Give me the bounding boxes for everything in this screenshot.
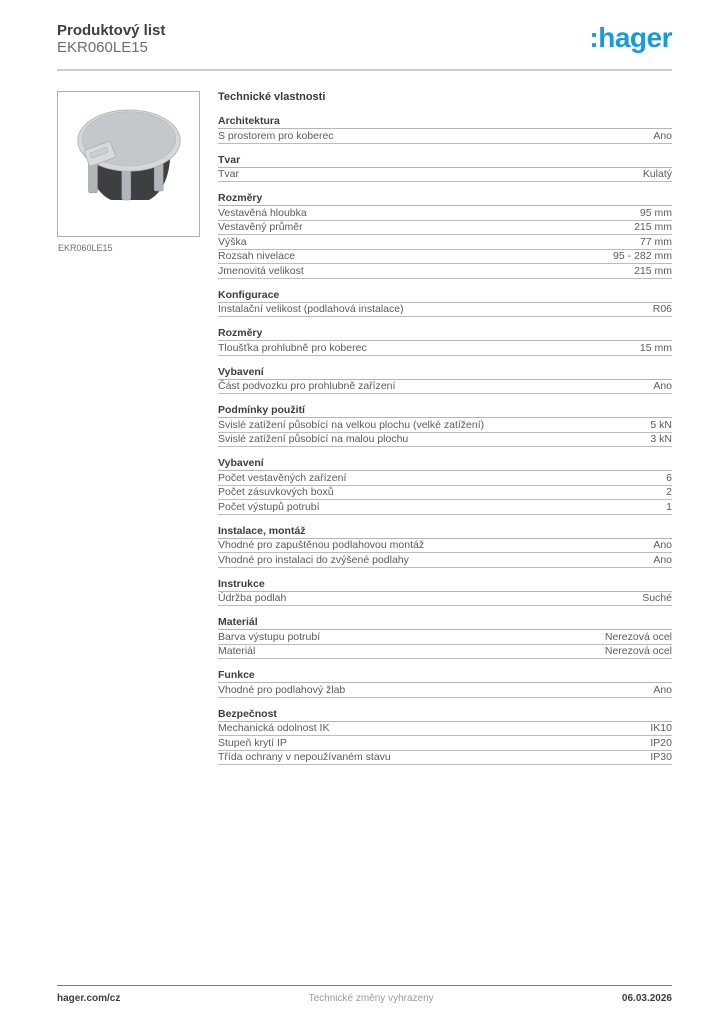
spec-row <box>218 630 672 645</box>
spec-row <box>218 486 672 501</box>
spec-label: Instalační velikost (podlahová instalace) <box>218 303 404 315</box>
section-rows <box>218 129 672 144</box>
footer <box>57 985 672 1004</box>
spec-label: Svislé zatížení působící na velkou plochu (velké zatížení) <box>218 418 485 431</box>
spec-label: Materiál <box>218 645 256 657</box>
section-rows <box>218 471 672 515</box>
spec-row <box>218 168 672 183</box>
spec-row <box>218 539 672 554</box>
section-title: Podmínky použití <box>218 404 672 418</box>
section-title: Architektura <box>218 115 672 129</box>
spec-row <box>218 683 672 698</box>
spec-value: Ano <box>653 380 672 392</box>
spec-value: IP30 <box>650 751 672 763</box>
section-title: Vybavení <box>218 457 672 471</box>
spec-label: Třída ochrany v nepoužívaném stavu <box>218 751 391 763</box>
spec-label: Svislé zatížení působící na malou plochu <box>218 433 409 445</box>
spec-value: 215 mm <box>634 221 672 233</box>
product-code: EKR060LE15 <box>57 39 148 56</box>
spec-value: IK10 <box>650 722 672 734</box>
section-rows <box>218 380 672 395</box>
spec-section <box>218 192 672 279</box>
spec-label: Údržba podlah <box>218 592 287 604</box>
footer-website-link[interactable]: hager.com/cz <box>57 993 121 1004</box>
spec-value: 77 mm <box>639 235 672 248</box>
spec-section <box>218 708 672 766</box>
spec-row <box>218 645 672 660</box>
spec-row <box>218 418 672 433</box>
section-rows <box>218 303 672 318</box>
product-image <box>66 101 192 227</box>
spec-label: Počet vestavěných zařízení <box>218 471 347 484</box>
spec-value: Suché <box>642 592 672 604</box>
spec-label: Tloušťka prohlubně pro koberec <box>218 341 367 354</box>
section-title: Instrukce <box>218 578 672 592</box>
spec-value: Ano <box>653 553 672 566</box>
hager-logo: :hager <box>589 22 672 53</box>
spec-row <box>218 500 672 515</box>
spec-value: 3 kN <box>650 433 672 445</box>
spec-label: Barva výstupu potrubí <box>218 630 321 643</box>
spec-label: Tvar <box>218 168 239 180</box>
spec-section <box>218 616 672 659</box>
spec-label: Počet zásuvkových boxů <box>218 486 334 498</box>
spec-value: Kulatý <box>642 168 672 180</box>
spec-heading: Technické vlastnosti <box>218 91 326 103</box>
spec-label: Vhodné pro podlahový žlab <box>218 683 346 696</box>
spec-row <box>218 264 672 279</box>
footer-date: 06.03.2026 <box>621 993 672 1004</box>
section-rows <box>218 206 672 279</box>
section-title: Funkce <box>218 669 672 683</box>
footer-notice: Technické změny vyhrazeny <box>308 993 434 1004</box>
spec-label: Rozsah nivelace <box>218 250 296 262</box>
spec-label: Mechanická odolnost IK <box>218 722 330 734</box>
product-image-caption: EKR060LE15 <box>58 243 113 253</box>
spec-value: R06 <box>652 303 672 315</box>
spec-label: Počet výstupů potrubí <box>218 500 320 513</box>
section-title: Rozměry <box>218 192 672 206</box>
spec-row <box>218 341 672 356</box>
section-rows <box>218 592 672 607</box>
spec-section <box>218 289 672 318</box>
spec-label: S prostorem pro koberec <box>218 129 334 142</box>
section-title: Instalace, montáž <box>218 525 672 539</box>
spec-section <box>218 404 672 447</box>
spec-section <box>218 366 672 395</box>
section-rows <box>218 341 672 356</box>
spec-label: Část podvozku pro prohlubně zařízení <box>218 380 396 392</box>
spec-row <box>218 471 672 486</box>
spec-value: Nerezová ocel <box>604 630 672 643</box>
spec-row <box>218 129 672 144</box>
spec-row <box>218 722 672 737</box>
page-title: Produktový list <box>57 22 166 39</box>
spec-label: Výška <box>218 235 247 248</box>
spec-row <box>218 592 672 607</box>
spec-section <box>218 525 672 568</box>
spec-row <box>218 206 672 221</box>
spec-section <box>218 669 672 698</box>
spec-value: 6 <box>666 471 672 484</box>
spec-column <box>218 91 672 765</box>
spec-value: 95 - 282 mm <box>613 250 672 262</box>
spec-row <box>218 235 672 250</box>
spec-row <box>218 751 672 766</box>
spec-label: Jmenovitá velikost <box>218 264 304 277</box>
spec-value: 1 <box>666 500 672 513</box>
spec-row <box>218 380 672 395</box>
spec-label: Vestavěný průměr <box>218 221 303 233</box>
section-rows <box>218 539 672 568</box>
spec-label: Vhodné pro instalaci do zvýšené podlahy <box>218 553 409 566</box>
spec-section <box>218 154 672 183</box>
spec-row <box>218 250 672 265</box>
spec-value: Nerezová ocel <box>604 645 672 657</box>
spec-section <box>218 327 672 356</box>
spec-row <box>218 221 672 236</box>
spec-label: Vestavěná hloubka <box>218 206 307 219</box>
spec-value: Ano <box>653 683 672 696</box>
spec-row <box>218 433 672 448</box>
spec-section <box>218 578 672 607</box>
header <box>57 22 672 71</box>
product-image-frame <box>57 91 200 237</box>
header-titles <box>57 22 165 56</box>
section-rows <box>218 722 672 766</box>
spec-label: Stupeň krytí IP <box>218 736 287 749</box>
section-title: Konfigurace <box>218 289 672 303</box>
spec-value: 5 kN <box>650 418 672 431</box>
spec-value: 95 mm <box>639 206 672 219</box>
section-rows <box>218 683 672 698</box>
section-title: Rozměry <box>218 327 672 341</box>
spec-value: Ano <box>653 129 672 142</box>
section-rows <box>218 168 672 183</box>
spec-value: IP20 <box>650 736 672 749</box>
section-rows <box>218 630 672 659</box>
spec-value: Ano <box>653 539 672 551</box>
spec-row <box>218 736 672 751</box>
spec-section <box>218 457 672 515</box>
section-title: Bezpečnost <box>218 708 672 722</box>
spec-table <box>218 115 672 765</box>
spec-value: 2 <box>666 486 672 498</box>
spec-row <box>218 553 672 568</box>
spec-label: Vhodné pro zapuštěnou podlahovou montáž <box>218 539 425 551</box>
section-rows <box>218 418 672 447</box>
section-title: Materiál <box>218 616 672 630</box>
section-title: Tvar <box>218 154 672 168</box>
spec-value: 215 mm <box>634 264 672 277</box>
spec-value: 15 mm <box>639 341 672 354</box>
spec-row <box>218 303 672 318</box>
section-title: Vybavení <box>218 366 672 380</box>
spec-section <box>218 115 672 144</box>
